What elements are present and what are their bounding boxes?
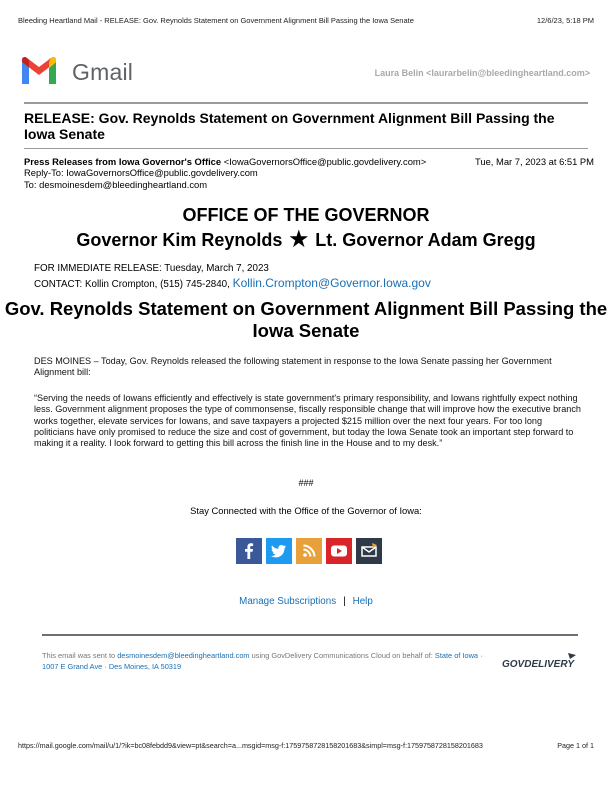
contact-email-link[interactable]: Kollin.Crompton@Governor.Iowa.gov [232, 276, 431, 290]
manage-subscriptions-link[interactable]: Manage Subscriptions [239, 596, 337, 607]
social-links [236, 538, 382, 564]
print-header-datetime: 12/6/23, 5:18 PM [536, 16, 594, 25]
gmail-wordmark: Gmail [72, 59, 134, 85]
email-subject: RELEASE: Gov. Reynolds Statement on Government Alignment Bill Passing the Iowa Senate [24, 110, 555, 142]
star-icon: ★ [289, 228, 309, 251]
youtube-icon[interactable] [326, 538, 352, 564]
governor-line [0, 228, 612, 252]
office-title: OFFICE OF THE GOVERNOR [182, 205, 430, 225]
govdelivery-logo [500, 650, 580, 672]
rss-icon[interactable] [296, 538, 322, 564]
footer-sent-prefix: This email was sent to [42, 651, 116, 660]
email-metadata [24, 156, 594, 190]
subscription-links [0, 596, 612, 607]
link-separator: | [343, 596, 346, 607]
facebook-icon[interactable] [236, 538, 262, 564]
footer-state-link[interactable]: State of Iowa [434, 651, 479, 660]
print-header-title: Bleeding Heartland Mail - RELEASE: Gov. Reynolds Statement on Government Alignment Bill Passing the Iowa Senate [18, 16, 414, 25]
email-date: Tue, Mar 7, 2023 at 6:51 PM [475, 156, 594, 167]
govdelivery-icon[interactable] [356, 538, 382, 564]
help-link[interactable]: Help [352, 596, 373, 607]
contact-label: CONTACT: Kollin Crompton, (515) 745-2840, [34, 279, 230, 290]
subject-divider [24, 148, 588, 149]
end-mark: ### [298, 478, 314, 488]
recipient: To: desmoinesdem@bleedingheartland.com [24, 178, 208, 190]
footer-sent-middle: using GovDelivery Communications Cloud on behalf of: [251, 651, 433, 660]
print-footer-page: Page 1 of 1 [557, 741, 594, 750]
contact-line [34, 276, 431, 292]
reply-to: Reply-To: IowaGovernorsOffice@public.govdelivery.com [24, 167, 258, 179]
footer-divider [42, 634, 578, 636]
footer-recipient-link[interactable]: desmoinesdem@bleedingheartland.com [117, 651, 250, 660]
twitter-icon[interactable] [266, 538, 292, 564]
account-email: Laura Belin <laurarbelin@bleedingheartland.com> [374, 68, 590, 78]
print-header [18, 16, 594, 28]
immediate-release: FOR IMMEDIATE RELEASE: Tuesday, March 7, 2023 [34, 263, 269, 274]
body-paragraph: DES MOINES – Today, Gov. Reynolds released the following statement in response to the Iowa Senate passing her Government Alignment bill: [34, 356, 552, 378]
footer-address: · 1007 E Grand Ave · Des Moines, IA 50319 [42, 651, 483, 671]
footer-note [42, 650, 497, 672]
release-headline: Gov. Reynolds Statement on Government Alignment Bill Passing the Iowa Senate [4, 298, 608, 341]
stay-connected: Stay Connected with the Office of the Governor of Iowa: [190, 505, 422, 516]
gmail-header [20, 52, 590, 92]
print-footer-url: https://mail.google.com/mail/u/1/?ik=bc08febdd9&view=pt&search=a...msgid=msg-f:1759758728158201683&simpl=msg-f:1759758728158201683 [18, 741, 483, 750]
print-footer [18, 741, 594, 753]
release-info [34, 262, 431, 292]
lt-governor-name: Lt. Governor Adam Gregg [315, 230, 536, 250]
quote-paragraph: “Serving the needs of Iowans efficiently and effectively is state government's primary responsibility, and Iowans rightfully expect nothing less. Government alignment proposes the type of commonsense, fiscally responsible change that will improve how the executive branch works together, elevate services for Iowans, and save taxpayers a projected $215 million over the next four years. For too long politicians have only promised to reduce the size and cost of government, but today the Iowa Senate took an important step forward to making it a reality. I look forward to getting this bill across the finish line in the House and to my desk.” [34, 393, 581, 449]
gmail-logo-icon [20, 56, 58, 86]
sender-name: Press Releases from Iowa Governor's Office [24, 156, 222, 167]
govdelivery-logo-text: GOVDELIVERY [502, 659, 575, 670]
header-divider [24, 102, 588, 104]
governor-name: Governor Kim Reynolds [76, 230, 283, 250]
sender-email: <IowaGovernorsOffice@public.govdelivery.com> [223, 156, 427, 167]
